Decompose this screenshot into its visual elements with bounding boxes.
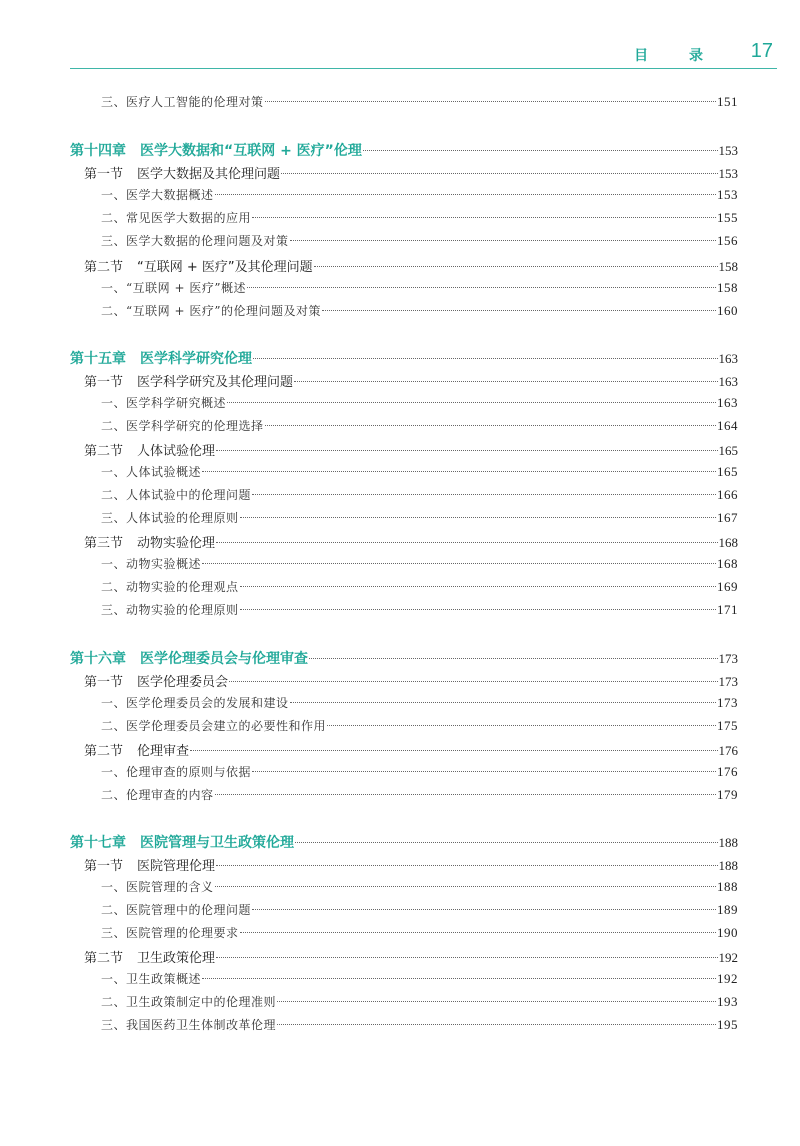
toc-entry-label: 医院管理伦理 — [137, 859, 216, 874]
toc-entry-label: 一、医学科学研究概述 — [101, 396, 227, 410]
toc-page-number: 171 — [717, 602, 738, 617]
toc-entry-title — [101, 601, 239, 618]
dot-leader — [252, 771, 716, 772]
toc-entry-label: 医学科学研究及其伦理问题 — [137, 375, 294, 390]
toc-entry-title — [70, 832, 294, 852]
toc-entry-label: 三、医院管理的伦理要求 — [101, 926, 239, 940]
toc-entry-title — [101, 717, 326, 734]
toc-entry-number: 第一节 — [84, 375, 124, 390]
toc-entry-number: 第十五章 — [70, 351, 126, 367]
toc-page-number: 166 — [717, 487, 738, 502]
toc-entry-label: 一、人体试验概述 — [101, 465, 202, 479]
toc-entry-label: 一、“互联网 + 医疗”概述 — [101, 281, 246, 295]
toc-entry-label: 卫生政策伦理 — [137, 951, 216, 966]
dot-leader — [216, 450, 717, 451]
toc-entry-number: 第二节 — [84, 744, 124, 759]
toc-entry-title — [101, 93, 264, 110]
toc-entry-title — [101, 786, 214, 803]
dot-leader — [252, 909, 716, 910]
dot-leader — [327, 725, 716, 726]
toc-page-number: 192 — [717, 971, 738, 986]
dot-leader — [240, 609, 716, 610]
toc-item[interactable] — [101, 302, 738, 319]
toc-page-number: 168 — [718, 535, 738, 550]
toc-page-number: 160 — [717, 303, 738, 318]
toc-section[interactable] — [84, 740, 738, 759]
toc-entry-label: 一、医院管理的含义 — [101, 880, 214, 894]
toc-page-number: 153 — [718, 166, 738, 181]
toc-item[interactable] — [101, 93, 738, 110]
toc-entry-title — [84, 256, 313, 275]
toc-entry-label: 医学伦理委员会与伦理审查 — [140, 651, 308, 667]
toc-entry-label: 三、动物实验的伦理原则 — [101, 603, 239, 617]
toc-entry-number: 第十六章 — [70, 651, 126, 667]
toc-entry-title — [101, 993, 276, 1010]
toc-section[interactable] — [84, 256, 738, 275]
toc-page-number: 188 — [718, 835, 738, 850]
toc-page-number: 195 — [717, 1017, 738, 1032]
toc-item[interactable] — [101, 970, 738, 987]
toc-page-number: 189 — [717, 902, 738, 917]
dot-leader — [309, 658, 718, 659]
dot-leader — [202, 471, 716, 472]
toc-entry-title — [101, 1016, 276, 1033]
toc-entry-number: 第二节 — [84, 260, 124, 275]
dot-leader — [216, 542, 717, 543]
toc-item[interactable] — [101, 417, 738, 434]
dot-leader — [240, 932, 716, 933]
toc-item[interactable] — [101, 717, 738, 734]
toc-entry-title — [84, 671, 228, 690]
toc-entry-number: 第十四章 — [70, 143, 126, 159]
toc-item[interactable] — [101, 509, 738, 526]
toc-item[interactable] — [101, 901, 738, 918]
toc-entry-label: 动物实验伦理 — [137, 536, 216, 551]
toc-item[interactable] — [101, 486, 738, 503]
toc-chapter[interactable] — [70, 832, 738, 852]
dot-leader — [216, 957, 717, 958]
toc-entry-title — [84, 947, 215, 966]
toc-entry-title — [101, 186, 214, 203]
dot-leader — [229, 681, 717, 682]
toc-item[interactable] — [101, 993, 738, 1010]
toc-entry-title — [84, 855, 215, 874]
toc-page-number: 188 — [718, 858, 738, 873]
toc-page-number: 151 — [717, 94, 738, 109]
page-number: 17 — [750, 40, 773, 62]
dot-leader — [247, 287, 716, 288]
toc-entry-label: 二、伦理审查的内容 — [101, 788, 214, 802]
toc-section[interactable] — [84, 532, 738, 551]
dot-leader — [215, 194, 716, 195]
toc-entry-title — [101, 878, 214, 895]
toc-entry-title — [101, 694, 289, 711]
toc-entry-number: 第一节 — [84, 167, 124, 182]
toc-entry-label: 二、卫生政策制定中的伦理准则 — [101, 995, 277, 1009]
toc-page-number: 163 — [718, 351, 738, 366]
dot-leader — [202, 563, 716, 564]
toc-entry-label: 三、人体试验的伦理原则 — [101, 511, 239, 525]
dot-leader — [215, 794, 716, 795]
toc-entry-label: 一、卫生政策概述 — [101, 972, 202, 986]
dot-leader — [295, 842, 718, 843]
toc-page-number: 192 — [718, 950, 738, 965]
toc-section[interactable] — [84, 947, 738, 966]
toc-entry-title — [101, 924, 239, 941]
dot-leader — [265, 425, 716, 426]
dot-leader — [290, 240, 716, 241]
toc-page-number: 155 — [717, 210, 738, 225]
toc-entry-label: 二、“互联网 + 医疗”的伦理问题及对策 — [101, 304, 321, 318]
toc-page-number: 165 — [718, 443, 738, 458]
toc-item[interactable] — [101, 279, 738, 296]
dot-leader — [277, 1001, 716, 1002]
toc-item[interactable] — [101, 924, 738, 941]
toc-item[interactable] — [101, 694, 738, 711]
toc-entry-title — [101, 209, 251, 226]
toc-item[interactable] — [101, 601, 738, 618]
toc-item[interactable] — [101, 763, 738, 780]
toc-entry-label: 二、医院管理中的伦理问题 — [101, 903, 252, 917]
toc-item[interactable] — [101, 786, 738, 803]
toc-entry-title — [101, 463, 201, 480]
toc-page-number: 179 — [717, 787, 738, 802]
toc-entry-label: 医学伦理委员会 — [137, 675, 229, 690]
toc-page-number: 169 — [717, 579, 738, 594]
toc-page-number: 158 — [718, 259, 738, 274]
toc-chapter[interactable] — [70, 140, 738, 160]
toc-entry-label: 二、人体试验中的伦理问题 — [101, 488, 252, 502]
toc-page-number: 153 — [717, 187, 738, 202]
toc-entry-title — [101, 232, 289, 249]
toc-entry-label: 医院管理与卫生政策伦理 — [140, 835, 294, 851]
toc-item[interactable] — [101, 555, 738, 572]
toc-entry-title — [70, 648, 308, 668]
toc-entry-number: 第一节 — [84, 859, 124, 874]
toc-item[interactable] — [101, 463, 738, 480]
toc-section[interactable] — [84, 671, 738, 690]
toc-page-number: 190 — [717, 925, 738, 940]
toc-section[interactable] — [84, 163, 738, 182]
toc-entry-title — [101, 486, 251, 503]
toc-entry-title — [101, 417, 264, 434]
toc-entry-label: 一、医学大数据概述 — [101, 188, 214, 202]
dot-leader — [252, 494, 716, 495]
toc-entry-label: 二、常见医学大数据的应用 — [101, 211, 252, 225]
toc-item[interactable] — [101, 1016, 738, 1033]
toc-entry-label: 一、动物实验概述 — [101, 557, 202, 571]
toc-page-number: 168 — [717, 556, 738, 571]
toc-item[interactable] — [101, 394, 738, 411]
toc-page-number: 173 — [717, 695, 738, 710]
dot-leader — [281, 173, 717, 174]
running-header — [70, 40, 777, 69]
toc-page-number: 173 — [718, 674, 738, 689]
toc-page-number: 163 — [718, 374, 738, 389]
toc-section[interactable] — [84, 855, 738, 874]
toc-entry-label: 一、医学伦理委员会的发展和建设 — [101, 696, 289, 710]
toc-page-number: 188 — [717, 879, 738, 894]
dot-leader — [294, 381, 717, 382]
toc-page-number: 165 — [717, 464, 738, 479]
header-title: 目 录 — [634, 48, 721, 64]
toc-entry-label: 二、医学科学研究的伦理选择 — [101, 419, 264, 433]
toc-page-number: 156 — [717, 233, 738, 248]
toc-page-number: 193 — [717, 994, 738, 1009]
toc-entry-label: 一、伦理审查的原则与依据 — [101, 765, 252, 779]
dot-leader — [314, 266, 718, 267]
toc-section[interactable] — [84, 371, 738, 390]
toc-entry-label: 医学科学研究伦理 — [140, 351, 252, 367]
dot-leader — [277, 1024, 716, 1025]
toc-entry-label: 三、医学大数据的伦理问题及对策 — [101, 234, 289, 248]
toc-page-number: 176 — [717, 764, 738, 779]
dot-leader — [290, 702, 716, 703]
dot-leader — [227, 402, 716, 403]
toc-entry-title — [84, 371, 293, 390]
toc-page-number: 176 — [718, 743, 738, 758]
toc-entry-title — [84, 740, 189, 759]
toc-page-number: 167 — [717, 510, 738, 525]
toc-item[interactable] — [101, 186, 738, 203]
toc-entry-title — [101, 970, 201, 987]
dot-leader — [322, 310, 716, 311]
dot-leader — [215, 886, 716, 887]
toc-page-number: 164 — [717, 418, 738, 433]
toc-item[interactable] — [101, 232, 738, 249]
toc-entry-label: 医学大数据及其伦理问题 — [137, 167, 281, 182]
toc-entry-title — [101, 578, 239, 595]
toc-chapter[interactable] — [70, 648, 738, 668]
toc-entry-number: 第二节 — [84, 444, 124, 459]
toc-chapter[interactable] — [70, 348, 738, 368]
toc-entry-title — [84, 163, 280, 182]
toc-item[interactable] — [101, 578, 738, 595]
toc-entry-title — [101, 901, 251, 918]
dot-leader — [240, 517, 716, 518]
toc-entry-title — [84, 532, 215, 551]
toc-item[interactable] — [101, 209, 738, 226]
toc-page-number: 158 — [717, 280, 738, 295]
toc-entry-label: 二、动物实验的伦理观点 — [101, 580, 239, 594]
toc-page-number: 153 — [718, 143, 738, 158]
toc-entry-title — [101, 279, 246, 296]
toc-entry-title — [84, 440, 215, 459]
dot-leader — [216, 865, 717, 866]
dot-leader — [202, 978, 716, 979]
toc-entry-title — [70, 140, 362, 160]
toc-entry-title — [70, 348, 252, 368]
toc-entry-number: 第三节 — [84, 536, 124, 551]
toc-entry-title — [101, 302, 321, 319]
dot-leader — [363, 150, 718, 151]
dot-leader — [252, 217, 716, 218]
toc-entry-title — [101, 763, 251, 780]
toc-entry-number: 第十七章 — [70, 835, 126, 851]
toc-entry-label: 二、医学伦理委员会建立的必要性和作用 — [101, 719, 327, 733]
toc-entry-title — [101, 394, 226, 411]
toc-entry-label: “互联网 + 医疗”及其伦理问题 — [137, 260, 313, 275]
dot-leader — [253, 358, 718, 359]
toc-entry-label: 三、医疗人工智能的伦理对策 — [101, 95, 264, 109]
toc-item[interactable] — [101, 878, 738, 895]
toc-entry-title — [101, 555, 201, 572]
dot-leader — [265, 101, 716, 102]
toc-section[interactable] — [84, 440, 738, 459]
toc-entry-label: 三、我国医药卫生体制改革伦理 — [101, 1018, 277, 1032]
toc-entry-number: 第二节 — [84, 951, 124, 966]
toc-page-number: 173 — [718, 651, 738, 666]
dot-leader — [190, 750, 717, 751]
toc-entry-number: 第一节 — [84, 675, 124, 690]
toc-entry-label: 伦理审查 — [137, 744, 190, 759]
toc-entry-title — [101, 509, 239, 526]
dot-leader — [240, 586, 716, 587]
toc-page-number: 163 — [717, 395, 738, 410]
toc-entry-label: 人体试验伦理 — [137, 444, 216, 459]
toc-entry-label: 医学大数据和“互联网 + 医疗”伦理 — [140, 143, 362, 159]
toc-page-number: 175 — [717, 718, 738, 733]
